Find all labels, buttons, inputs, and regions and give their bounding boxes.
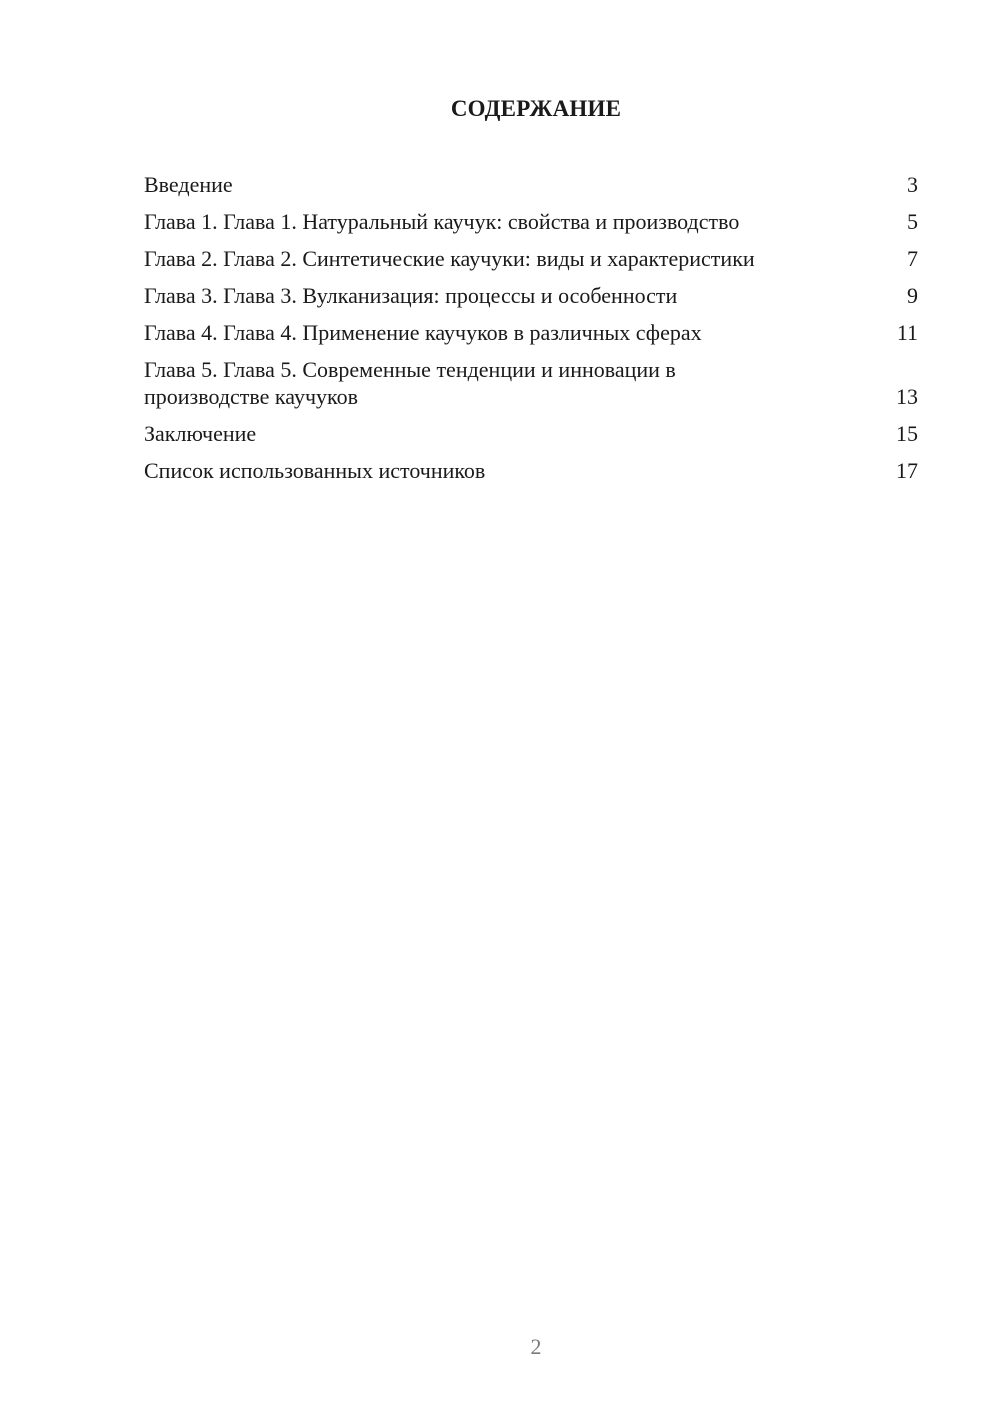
toc-entry-page: 17 [896,458,918,483]
toc-entry-page: 11 [896,320,918,345]
toc-entry-chapter-1 [144,208,918,235]
toc-entry-page: 7 [907,246,918,271]
toc-entry-chapter-3 [144,282,918,309]
toc-entry-introduction [144,171,918,198]
toc-title: СОДЕРЖАНИЕ [450,96,622,121]
toc-entry-references [144,457,918,484]
page-number: 2 [530,1334,542,1359]
toc-entry-label: Глава 2. Глава 2. Синтетические каучуки: виды и характеристики [144,246,755,271]
toc-entry-label: Глава 5. Глава 5. Современные тенденции и инновации в производстве каучуков [144,357,676,409]
toc-entry-page: 9 [907,283,918,308]
toc-entry-label: Список использованных источников [144,458,486,483]
toc-entry-page: 15 [896,421,918,446]
table-of-contents [144,171,918,494]
toc-entry-chapter-2 [144,245,918,272]
toc-entry-page: 5 [907,209,918,234]
toc-entry-label: Введение [144,172,233,197]
toc-entry-chapter-4 [144,319,918,346]
toc-entry-page: 3 [907,172,918,197]
toc-entry-page: 13 [896,384,918,409]
toc-entry-chapter-5 [144,356,918,410]
toc-entry-conclusion [144,420,918,447]
toc-entry-label: Заключение [144,421,257,446]
toc-entry-label: Глава 3. Глава 3. Вулканизация: процессы и особенности [144,283,678,308]
toc-entry-label: Глава 4. Глава 4. Применение каучуков в различных сферах [144,320,702,345]
toc-entry-label: Глава 1. Глава 1. Натуральный каучук: свойства и производство [144,209,740,234]
